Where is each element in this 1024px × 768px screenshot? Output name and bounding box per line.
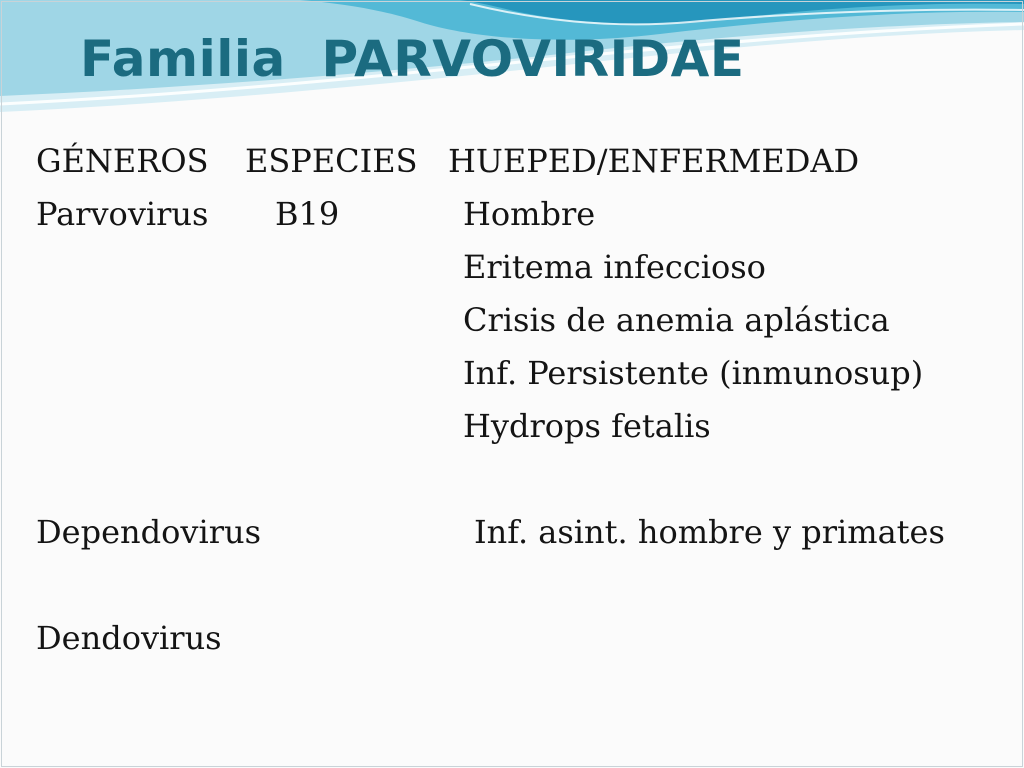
- disease-item: Hydrops fetalis: [463, 407, 711, 445]
- disease-item: Eritema infeccioso: [463, 248, 766, 286]
- header-huesped: HUEPED/ENFERMEDAD: [448, 142, 860, 180]
- genero-dependovirus: Dependovirus: [36, 513, 262, 551]
- header-generos: GÉNEROS: [36, 142, 209, 180]
- header-especies: ESPECIES: [245, 142, 418, 180]
- host-dependovirus: Inf. asint. hombre y primates: [474, 513, 945, 551]
- slide-title: Familia PARVOVIRIDAE: [80, 30, 745, 88]
- genero-dendovirus: Dendovirus: [36, 619, 222, 657]
- genero-parvovirus: Parvovirus: [36, 195, 209, 233]
- especie-b19: B19: [275, 195, 340, 233]
- host-hombre: Hombre: [463, 195, 596, 233]
- disease-item: Crisis de anemia aplástica: [463, 301, 890, 339]
- disease-item: Inf. Persistente (inmunosup): [463, 354, 924, 392]
